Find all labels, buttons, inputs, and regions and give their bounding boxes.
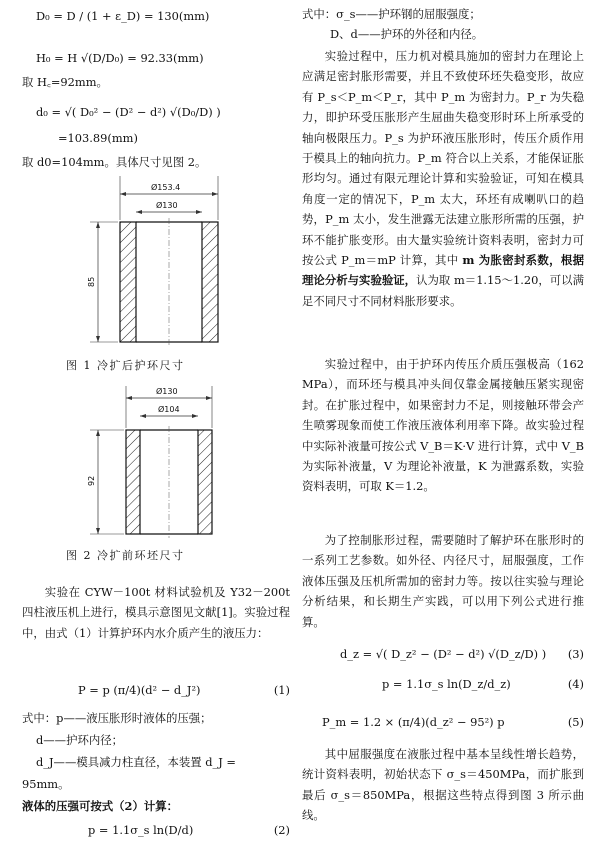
figure-2-drawing xyxy=(52,384,252,542)
equation-4: p = 1.1σ_s ln(D_z/d_z) xyxy=(382,677,511,691)
equation-3-number: (3) xyxy=(567,647,584,661)
equation-H0: H₀ = H √(D/D₀) = 92.33(mm) xyxy=(36,51,204,65)
fig2-inner-dim: Ø104 xyxy=(158,405,180,414)
where-dJ-line2: 95mm。 xyxy=(22,777,70,791)
equation-4-number: (4) xyxy=(567,677,584,691)
fig1-outer-dim: Ø153.4 xyxy=(151,183,181,192)
equation-5: P_m = 1.2 × (π/4)(d_z² − 95²) p xyxy=(322,715,505,729)
equation-3: d_z = √( D_z² − (D² − d²) √(D_z/D) ) xyxy=(340,647,547,661)
fig1-inner-dim: Ø130 xyxy=(156,201,178,210)
figure-2-caption: 图 2 冷扩前环坯尺寸 xyxy=(66,549,185,562)
equation-2-number: (2) xyxy=(273,823,290,837)
equation-1: P = p (π/4)(d² − d_J²) xyxy=(78,683,201,697)
sealing-tail-text: 认为取 m＝1.15～1.20，可以满足不同尺寸不同材料胀形要求。 xyxy=(302,273,584,308)
fig2-height-dim: 92 xyxy=(87,475,96,486)
where-p: 式中：p——液压胀形时液体的压强； xyxy=(22,711,212,725)
fig1-height-dim: 85 xyxy=(87,276,96,287)
where-D-d: D、d——护环的外径和内径。 xyxy=(330,27,484,41)
paragraph-sealing-force xyxy=(302,46,584,311)
equation-D0: D₀ = D / (1 + ε_D) = 130(mm) xyxy=(36,9,210,23)
figure-1-caption: 图 1 冷扩后护环尺寸 xyxy=(66,359,185,372)
equation-5-number: (5) xyxy=(567,715,584,729)
paragraph-liquid-supply: 实验过程中，由于护环内传压介质压强极高（162MPa），而环坯与模具冲头间仅靠金属接触压紧实现密封。在扩胀过程中，如果密封力不足，则接触环带会产生喷雾现象而使工作液压液体利用率下降。故实验过程中实际补液量可按公式 V_B＝K·V 进行计算，式中 V_B 为实际补液量，V 为理论补液量，K 为泄露系数，实验资料表明，可取 K＝1.2。 xyxy=(302,357,584,494)
paragraph-process-control: 为了控制胀形过程，需要随时了解护环在胀形时的一系列工艺参数。如外径、内径尺寸，屈服强度，工作液体压强及压机所需加的密封力等。按以往实验与理论分析结果，和长期生产实践，可以用下列公式进行推算。 xyxy=(302,533,584,629)
equation-d0-line2: =103.89(mm) xyxy=(58,131,138,145)
paragraph-yield-strength: 其中屈服强度在液胀过程中基本呈线性增长趋势，统计资料表明，初始状态下 σ_s＝450MPa，而扩胀到最后 σ_s＝850MPa，根据这些特点得到图 3 所示曲线。 xyxy=(302,747,584,823)
take-Hc: 取 H꜀=92mm。 xyxy=(22,75,108,89)
pressure-intro: 液体的压强可按式（2）计算： xyxy=(22,799,179,813)
where-d: d——护环内径； xyxy=(36,733,124,747)
fig2-outer-dim: Ø130 xyxy=(156,387,178,396)
take-d0: 取 d0=104mm。具体尺寸见图 2。 xyxy=(22,155,207,169)
figure-1-drawing xyxy=(52,172,252,350)
where-sigma: 式中：σ_s——护环钢的屈服强度； xyxy=(302,7,481,21)
equation-d0-line1: d₀ = √( D₀² − (D² − d²) √(D₀/D) ) xyxy=(36,105,221,119)
paragraph-experiment: 实验在 CYW－100t 材料试验机及 Y32－200t 四柱液压机上进行，模具示意图见文献[1]。实验过程中，由式（1）计算护环内水介质产生的液压力： xyxy=(22,585,290,640)
equation-2: p = 1.1σ_s ln(D/d) xyxy=(88,823,194,837)
where-dJ-line1: d_J——模具减力柱直径，本装置 d_J = xyxy=(36,755,236,769)
sealing-bold-text: m 为胀密封系数，根据理论分析与实验验证， xyxy=(302,253,584,288)
equation-1-number: (1) xyxy=(273,683,290,697)
sealing-text: 实验过程中，压力机对模具施加的密封力在理论上应满足密封胀形需要，并且不致使环坯失稳变形，故应有 P_s＜P_m＜P_r，其中 P_m 为密封力。P_r 为失稳力，即护环受压胀形产生屈曲失稳变形时环上所承受的轴向极限压力。P_s 为护环液压胀形时，传压介质作用于模具上的轴向抗力。P_m 符合以上关系，才能保证胀形均匀。通过有限元理论计算和实验验证，可知在模具角度一定的情况下，P_m 太大，环坯有成喇叭口的趋势，P_m 太小，发生泄露无法建立胀形所需的压强，护环不能扩胀变形。由大量实验统计资料表明，密封力可按公式 P_m＝mP 计算，其中 xyxy=(302,49,584,268)
